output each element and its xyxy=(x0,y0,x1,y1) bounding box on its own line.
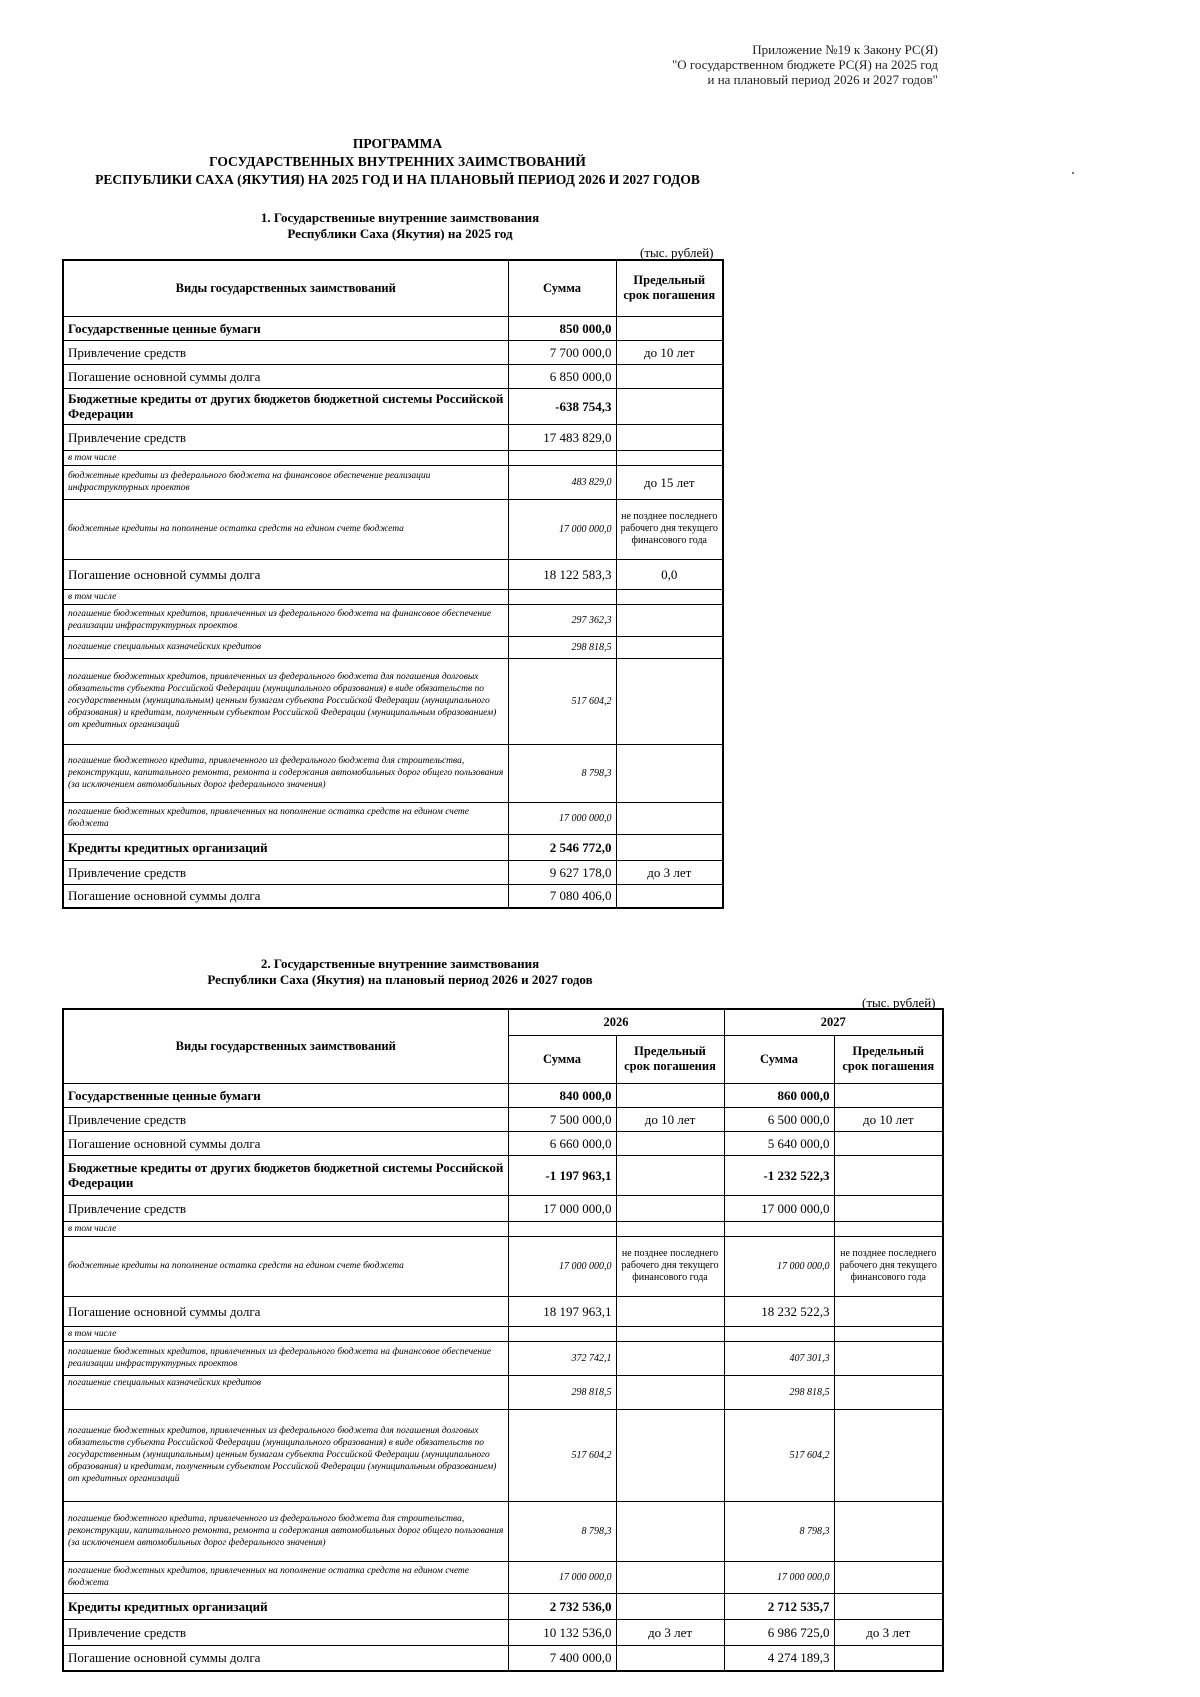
section2-units: (тыс. рублей) xyxy=(862,995,936,1010)
table-row xyxy=(63,424,723,450)
table-2025 xyxy=(62,259,724,909)
table-row xyxy=(63,364,723,388)
row-term-2026 xyxy=(616,1561,724,1593)
table-row xyxy=(63,834,723,860)
row-term-2027 xyxy=(834,1561,943,1593)
row-sum-2027: 860 000,0 xyxy=(724,1083,834,1107)
row-label: Привлечение средств xyxy=(63,340,508,364)
row-sum: 297 362,3 xyxy=(508,604,616,636)
row-sum-2027: 407 301,3 xyxy=(724,1341,834,1375)
row-term-2027 xyxy=(834,1409,943,1501)
row-term-2027 xyxy=(834,1083,943,1107)
table-row xyxy=(63,1326,943,1341)
row-label: Привлечение средств xyxy=(63,860,508,884)
document-title xyxy=(80,135,715,189)
row-term-2027 xyxy=(834,1645,943,1671)
table-row xyxy=(63,1131,943,1155)
row-term: не позднее последнего рабочего дня текущего финансового года xyxy=(616,499,723,559)
header-sum: Сумма xyxy=(508,260,616,316)
table-row xyxy=(63,884,723,908)
row-label: Погашение основной суммы долга xyxy=(63,884,508,908)
row-sum-2027: 6 500 000,0 xyxy=(724,1107,834,1131)
section1-heading-line-2: Республики Саха (Якутия) на 2025 год xyxy=(287,226,513,241)
row-term-2027 xyxy=(834,1375,943,1409)
row-label: погашение специальных казначейских кредитов xyxy=(63,636,508,658)
row-sum-2026 xyxy=(508,1326,616,1341)
row-term-2027 xyxy=(834,1326,943,1341)
table-row xyxy=(63,860,723,884)
row-term-2026: до 10 лет xyxy=(616,1107,724,1131)
row-sum: 6 850 000,0 xyxy=(508,364,616,388)
row-term-2026 xyxy=(616,1501,724,1561)
row-sum-2026: 7 500 000,0 xyxy=(508,1107,616,1131)
table-row xyxy=(63,1221,943,1236)
row-term-2027 xyxy=(834,1593,943,1619)
header-sum-2026: Сумма xyxy=(508,1035,616,1083)
row-sum-2026: 17 000 000,0 xyxy=(508,1195,616,1221)
section2-heading xyxy=(120,956,680,988)
row-sum-2026: -1 197 963,1 xyxy=(508,1155,616,1195)
row-label: в том числе xyxy=(63,1221,508,1236)
row-sum: 17 000 000,0 xyxy=(508,499,616,559)
row-term-2026: до 3 лет xyxy=(616,1619,724,1645)
row-sum-2027 xyxy=(724,1326,834,1341)
row-label: погашение бюджетных кредитов, привлеченных из федерального бюджета для погашения долговых обязательств субъекта Российской Федерации (муниципального образования) в виде обязательств по государственным (муниципальным) ценным бумагам субъекта Российской Федерации (муниципального образования) и кредитам, полученным субъектом Российской Федерации (муниципальным образованием) от кредитных организаций xyxy=(63,658,508,744)
header-term-2026: Предельный срок погашения xyxy=(616,1035,724,1083)
row-term xyxy=(616,884,723,908)
table-row xyxy=(63,1083,943,1107)
row-label: Кредиты кредитных организаций xyxy=(63,1593,508,1619)
row-term-2026 xyxy=(616,1131,724,1155)
row-sum-2027: 17 000 000,0 xyxy=(724,1195,834,1221)
row-sum: 17 483 829,0 xyxy=(508,424,616,450)
row-term xyxy=(616,589,723,604)
row-sum-2026: 17 000 000,0 xyxy=(508,1236,616,1296)
row-sum-2027: -1 232 522,3 xyxy=(724,1155,834,1195)
row-sum-2027 xyxy=(724,1221,834,1236)
row-sum: 17 000 000,0 xyxy=(508,802,616,834)
row-sum-2026: 298 818,5 xyxy=(508,1375,616,1409)
table-row xyxy=(63,340,723,364)
row-sum-2027: 2 712 535,7 xyxy=(724,1593,834,1619)
row-term xyxy=(616,364,723,388)
section1-heading-line-1: 1. Государственные внутренние заимствования xyxy=(260,210,540,225)
table-row xyxy=(63,465,723,499)
row-label: Государственные ценные бумаги xyxy=(63,1083,508,1107)
row-term xyxy=(616,834,723,860)
section2-heading-line-2: Республики Саха (Якутия) на плановый период 2026 и 2027 годов xyxy=(207,972,593,987)
row-term-2026 xyxy=(616,1593,724,1619)
row-sum: 2 546 772,0 xyxy=(508,834,616,860)
row-sum-2026: 8 798,3 xyxy=(508,1501,616,1561)
header-sum-2027: Сумма xyxy=(724,1035,834,1083)
section1-heading xyxy=(180,210,620,242)
row-sum: 298 818,5 xyxy=(508,636,616,658)
row-label: Привлечение средств xyxy=(63,1107,508,1131)
header-type: Виды государственных заимствований xyxy=(63,260,508,316)
table-row xyxy=(63,1107,943,1131)
row-sum-2027: 17 000 000,0 xyxy=(724,1236,834,1296)
row-label: Погашение основной суммы долга xyxy=(63,559,508,589)
row-sum: 850 000,0 xyxy=(508,316,616,340)
table-row xyxy=(63,589,723,604)
row-term-2027: до 10 лет xyxy=(834,1107,943,1131)
row-sum: -638 754,3 xyxy=(508,388,616,424)
row-sum xyxy=(508,589,616,604)
row-sum xyxy=(508,450,616,465)
row-label: в том числе xyxy=(63,589,508,604)
table-row xyxy=(63,450,723,465)
row-sum-2026: 6 660 000,0 xyxy=(508,1131,616,1155)
table-row xyxy=(63,559,723,589)
row-term-2027 xyxy=(834,1221,943,1236)
table-row xyxy=(63,1619,943,1645)
row-sum-2026: 18 197 963,1 xyxy=(508,1296,616,1326)
row-label: Привлечение средств xyxy=(63,424,508,450)
row-term xyxy=(616,658,723,744)
header-year-2026: 2026 xyxy=(508,1009,724,1035)
row-label: Кредиты кредитных организаций xyxy=(63,834,508,860)
header-year-2027: 2027 xyxy=(724,1009,943,1035)
row-term-2027 xyxy=(834,1296,943,1326)
row-term xyxy=(616,604,723,636)
row-sum-2026: 7 400 000,0 xyxy=(508,1645,616,1671)
table-row xyxy=(63,1195,943,1221)
row-term-2026 xyxy=(616,1326,724,1341)
row-label: Бюджетные кредиты от других бюджетов бюджетной системы Российской Федерации xyxy=(63,388,508,424)
row-label: погашение бюджетных кредитов, привлеченных из федерального бюджета на финансовое обеспечение реализации инфраструктурных проектов xyxy=(63,604,508,636)
row-term xyxy=(616,802,723,834)
row-term-2027 xyxy=(834,1195,943,1221)
row-sum-2026 xyxy=(508,1221,616,1236)
row-sum-2027: 18 232 522,3 xyxy=(724,1296,834,1326)
row-term-2026: не позднее последнего рабочего дня текущего финансового года xyxy=(616,1236,724,1296)
section2-heading-line-1: 2. Государственные внутренние заимствования xyxy=(260,956,540,971)
row-term-2026 xyxy=(616,1645,724,1671)
table-row xyxy=(63,744,723,802)
row-term-2027 xyxy=(834,1131,943,1155)
table-row xyxy=(63,1341,943,1375)
row-label: погашение бюджетных кредитов, привлеченных на пополнение остатка средств на едином счете бюджета xyxy=(63,1561,508,1593)
table-row xyxy=(63,1296,943,1326)
row-term xyxy=(616,316,723,340)
row-term: 0,0 xyxy=(616,559,723,589)
row-term-2026 xyxy=(616,1296,724,1326)
section1-units: (тыс. рублей) xyxy=(640,245,714,260)
row-term: до 15 лет xyxy=(616,465,723,499)
row-term-2027 xyxy=(834,1155,943,1195)
row-sum-2026: 517 604,2 xyxy=(508,1409,616,1501)
row-term xyxy=(616,744,723,802)
row-term-2027: до 3 лет xyxy=(834,1619,943,1645)
table-row xyxy=(63,316,723,340)
row-sum-2027: 517 604,2 xyxy=(724,1409,834,1501)
row-label: в том числе xyxy=(63,1326,508,1341)
row-term xyxy=(616,450,723,465)
row-label: бюджетные кредиты из федерального бюджета на финансовое обеспечение реализации инфраструктурных проектов xyxy=(63,465,508,499)
row-sum-2026: 10 132 536,0 xyxy=(508,1619,616,1645)
row-label: погашение бюджетного кредита, привлеченного из федерального бюджета для строительства, реконструкции, капитального ремонта, ремонта и содержания автомобильных дорог общего пользования (за исключением автомобильных дорог федерального значения) xyxy=(63,744,508,802)
row-sum-2027: 4 274 189,3 xyxy=(724,1645,834,1671)
appendix-line-1: Приложение №19 к Закону РС(Я) xyxy=(752,42,938,57)
row-term-2026 xyxy=(616,1195,724,1221)
scan-speck xyxy=(1072,172,1074,174)
row-sum: 7 700 000,0 xyxy=(508,340,616,364)
row-label: погашение бюджетного кредита, привлеченного из федерального бюджета для строительства, реконструкции, капитального ремонта, ремонта и содержания автомобильных дорог общего пользования (за исключением автомобильных дорог федерального значения) xyxy=(63,1501,508,1561)
table-row xyxy=(63,1236,943,1296)
row-term-2026 xyxy=(616,1155,724,1195)
row-sum-2027: 8 798,3 xyxy=(724,1501,834,1561)
row-term-2027 xyxy=(834,1501,943,1561)
row-term xyxy=(616,636,723,658)
table-row xyxy=(63,499,723,559)
table-header-row xyxy=(63,260,723,316)
row-term-2027: не позднее последнего рабочего дня текущего финансового года xyxy=(834,1236,943,1296)
row-term-2026 xyxy=(616,1221,724,1236)
row-term-2026 xyxy=(616,1341,724,1375)
row-term-2026 xyxy=(616,1375,724,1409)
title-line-3: РЕСПУБЛИКИ САХА (ЯКУТИЯ) НА 2025 ГОД И НА ПЛАНОВЫЙ ПЕРИОД 2026 И 2027 ГОДОВ xyxy=(95,172,700,187)
row-label: Погашение основной суммы долга xyxy=(63,1645,508,1671)
table-row xyxy=(63,1155,943,1195)
row-term: до 10 лет xyxy=(616,340,723,364)
header-type: Виды государственных заимствований xyxy=(63,1009,508,1083)
table-row xyxy=(63,658,723,744)
appendix-reference xyxy=(672,42,938,87)
row-sum-2027: 298 818,5 xyxy=(724,1375,834,1409)
row-label: Погашение основной суммы долга xyxy=(63,364,508,388)
row-label: бюджетные кредиты на пополнение остатка средств на едином счете бюджета xyxy=(63,1236,508,1296)
title-line-2: ГОСУДАРСТВЕННЫХ ВНУТРЕННИХ ЗАИМСТВОВАНИЙ xyxy=(209,154,586,169)
row-label: Погашение основной суммы долга xyxy=(63,1131,508,1155)
row-sum: 517 604,2 xyxy=(508,658,616,744)
row-label: погашение бюджетных кредитов, привлеченных на пополнение остатка средств на едином счете бюджета xyxy=(63,802,508,834)
table-row xyxy=(63,1645,943,1671)
row-label: в том числе xyxy=(63,450,508,465)
table-row xyxy=(63,636,723,658)
row-label: Государственные ценные бумаги xyxy=(63,316,508,340)
table-row xyxy=(63,604,723,636)
row-sum: 9 627 178,0 xyxy=(508,860,616,884)
row-term-2026 xyxy=(616,1409,724,1501)
title-line-1: ПРОГРАММА xyxy=(352,136,443,151)
row-term-2026 xyxy=(616,1083,724,1107)
row-sum-2027: 6 986 725,0 xyxy=(724,1619,834,1645)
table-row xyxy=(63,802,723,834)
row-sum: 18 122 583,3 xyxy=(508,559,616,589)
row-label: бюджетные кредиты на пополнение остатка средств на едином счете бюджета xyxy=(63,499,508,559)
row-label: Бюджетные кредиты от других бюджетов бюджетной системы Российской Федерации xyxy=(63,1155,508,1195)
table-row xyxy=(63,1409,943,1501)
row-sum-2026: 840 000,0 xyxy=(508,1083,616,1107)
row-term xyxy=(616,424,723,450)
row-sum-2026: 17 000 000,0 xyxy=(508,1561,616,1593)
table-row xyxy=(63,1561,943,1593)
row-sum: 483 829,0 xyxy=(508,465,616,499)
header-term-2027: Предельный срок погашения xyxy=(834,1035,943,1083)
header-term: Предельный срок погашения xyxy=(616,260,723,316)
row-sum-2026: 372 742,1 xyxy=(508,1341,616,1375)
row-label: Привлечение средств xyxy=(63,1195,508,1221)
row-label: погашение специальных казначейских кредитов xyxy=(63,1375,508,1409)
table-row xyxy=(63,1375,943,1409)
appendix-line-3: и на плановый период 2026 и 2027 годов" xyxy=(707,72,938,87)
row-label: Погашение основной суммы долга xyxy=(63,1296,508,1326)
row-sum: 7 080 406,0 xyxy=(508,884,616,908)
table-row xyxy=(63,1593,943,1619)
appendix-line-2: "О государственном бюджете РС(Я) на 2025 год xyxy=(671,57,938,72)
row-label: Привлечение средств xyxy=(63,1619,508,1645)
row-sum-2027: 5 640 000,0 xyxy=(724,1131,834,1155)
row-sum: 8 798,3 xyxy=(508,744,616,802)
table-2026-2027 xyxy=(62,1008,944,1672)
table-row xyxy=(63,1501,943,1561)
row-term: до 3 лет xyxy=(616,860,723,884)
table-row xyxy=(63,388,723,424)
row-term xyxy=(616,388,723,424)
row-term-2027 xyxy=(834,1341,943,1375)
row-sum-2026: 2 732 536,0 xyxy=(508,1593,616,1619)
row-sum-2027: 17 000 000,0 xyxy=(724,1561,834,1593)
table-header-row xyxy=(63,1009,943,1035)
row-label: погашение бюджетных кредитов, привлеченных из федерального бюджета для погашения долговых обязательств субъекта Российской Федерации (муниципального образования) в виде обязательств по государственным (муниципальным) ценным бумагам субъекта Российской Федерации (муниципального образования) и кредитам, полученным субъектом Российской Федерации (муниципальным образованием) от кредитных организаций xyxy=(63,1409,508,1501)
row-label: погашение бюджетных кредитов, привлеченных из федерального бюджета на финансовое обеспечение реализации инфраструктурных проектов xyxy=(63,1341,508,1375)
